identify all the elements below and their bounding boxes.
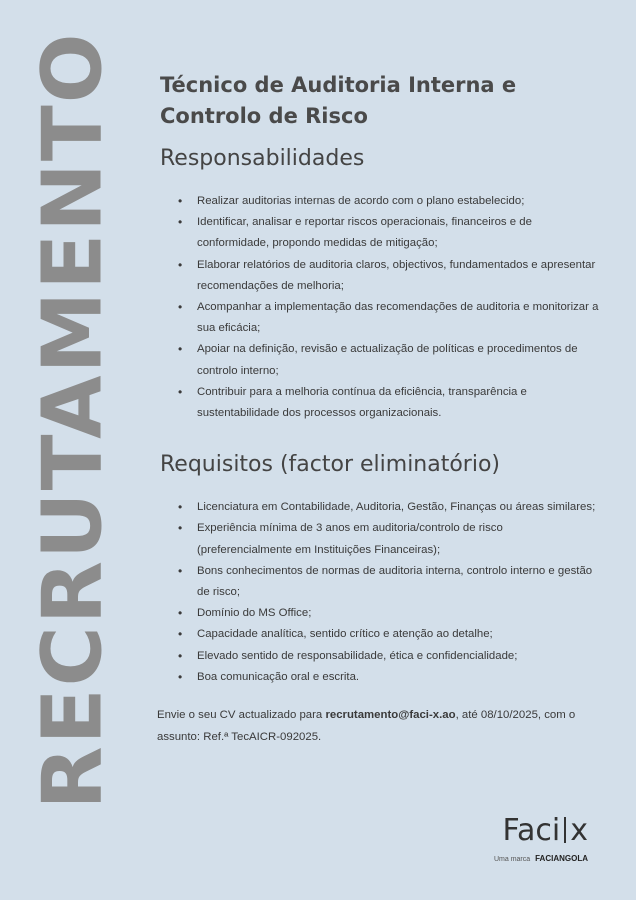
list-item: • Bons conhecimentos de normas de auditoria interna, controlo interno e gestão de risco; [178, 561, 600, 603]
responsibilities-list [160, 191, 600, 424]
logo-tagline-brand: FACIANGOLA [535, 854, 588, 863]
requirements-list [160, 497, 600, 688]
list-item: • Licenciatura em Contabilidade, Auditoria, Gestão, Finanças ou áreas similares; [178, 497, 600, 518]
list-item: • Elaborar relatórios de auditoria claros, objectivos, fundamentados e apresentar recomendações de melhoria; [178, 255, 600, 297]
job-title-line-2: Controlo de Risco [160, 104, 368, 128]
job-title-line-1: Técnico de Auditoria Interna e [160, 73, 517, 97]
contact-email[interactable]: recrutamento@faci-x.ao [325, 709, 456, 722]
list-item: • Identificar, analisar e reportar riscos operacionais, financeiros e de conformidade, propondo medidas de mitigação; [178, 212, 600, 254]
job-title [160, 70, 600, 132]
list-item: • Apoiar na definição, revisão e actualização de políticas e procedimentos de controlo interno; [178, 339, 600, 381]
logo-wordmark [494, 814, 588, 848]
logo-tagline-prefix: Uma marca [493, 856, 531, 863]
recruitment-banner [25, 31, 121, 809]
list-item: • Experiência mínima de 3 anos em auditoria/controlo de risco (preferencialmente em Instituições Financeiras); [178, 518, 600, 560]
list-item: • Boa comunicação oral e escrita. [178, 667, 600, 688]
list-item: • Capacidade analítica, sentido crítico e atenção ao detalhe; [178, 624, 600, 645]
application-instructions [157, 704, 600, 748]
list-item: • Contribuir para a melhoria contínua da eficiência, transparência e sustentabilidade dos processos organizacionais. [178, 382, 600, 424]
contact-prefix: Envie o seu CV actualizado para [157, 709, 326, 722]
job-posting [157, 70, 600, 759]
recruitment-banner-text: RECRUTAMENTO [25, 31, 121, 809]
list-item: • Elevado sentido de responsabilidade, ética e confidencialidade; [178, 646, 600, 667]
logo-word-right: x [570, 813, 588, 848]
company-logo [494, 814, 588, 863]
contact-deadline-subject: , até 08/10/2025, com o assunto: Ref.ª TecAICR-092025. [157, 709, 576, 744]
logo-word-left: Faci [502, 813, 561, 848]
list-item: • Acompanhar a implementação das recomendações de auditoria e monitorizar a sua eficácia; [178, 297, 600, 339]
requirements-heading: Requisitos (factor eliminatório) [160, 452, 501, 478]
logo-tagline [494, 854, 588, 863]
list-item: • Domínio do MS Office; [178, 603, 600, 624]
list-item: • Realizar auditorias internas de acordo com o plano estabelecido; [178, 191, 600, 212]
responsibilities-heading: Responsabilidades [160, 146, 365, 171]
logo-bar [564, 817, 566, 843]
